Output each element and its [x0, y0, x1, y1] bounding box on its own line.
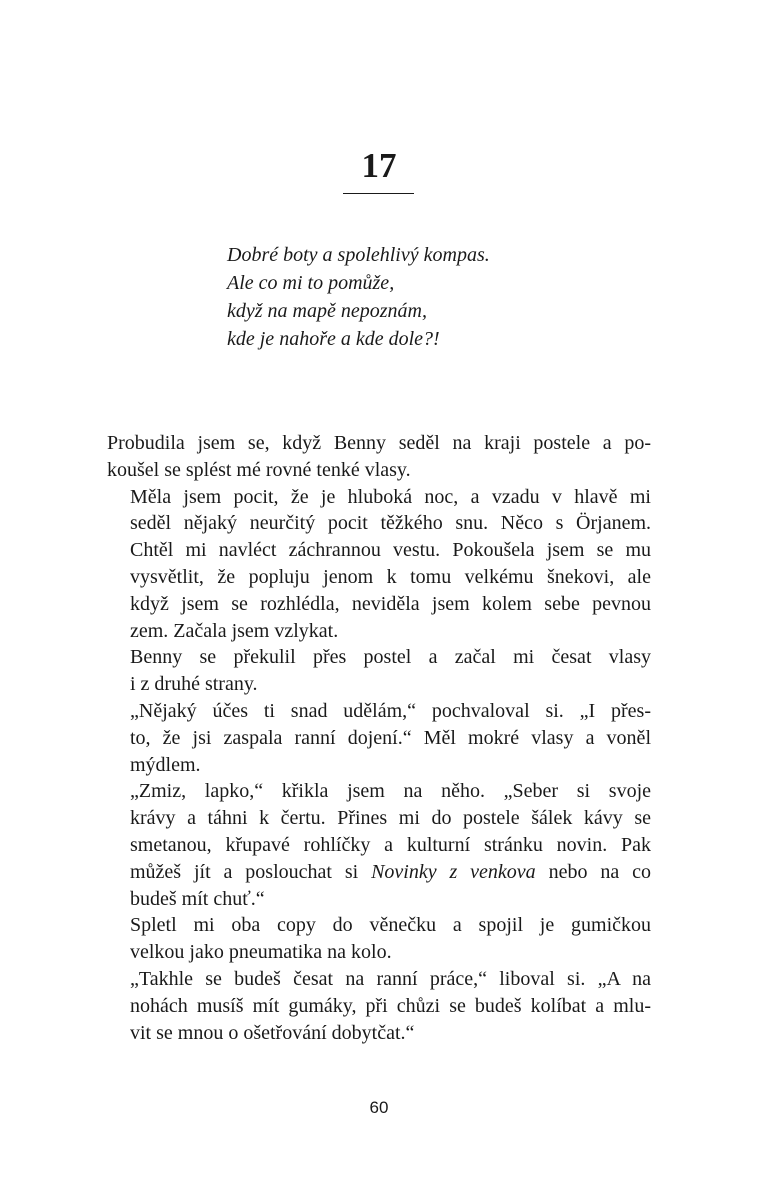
epigraph	[227, 241, 490, 353]
text-line: Chtěl mi navléct záchrannou vestu. Pokoušela jsem se mu	[130, 539, 651, 562]
chapter-number: 17	[361, 146, 397, 185]
text-line: zem. Začala jsem vzlykat.	[130, 619, 339, 642]
text-line: Probudila jsem se, když Benny seděl na kraji postele a po-	[107, 432, 651, 454]
radio-show-title: Novinky z venkova	[371, 860, 536, 883]
paragraph	[107, 644, 651, 698]
body-text	[107, 430, 651, 1046]
text-line: Benny se překulil přes postel a začal mi česat vlasy	[130, 646, 651, 669]
text-line: koušel se splést mé rovné tenké vlasy.	[107, 458, 411, 481]
text-line: mýdlem.	[130, 753, 201, 776]
text-line: Měla jsem pocit, že je hluboká noc, a vzadu v hlavě mi	[130, 485, 651, 508]
text-segment: můžeš jít a poslouchat si	[130, 860, 372, 883]
text-line: nohách musíš mít gumáky, při chůzi se budeš kolíbat a mlu-	[130, 994, 651, 1017]
text-line: budeš mít chuť.“	[130, 887, 265, 910]
paragraph	[107, 778, 651, 912]
text-line: Spletl mi oba copy do věnečku a spojil je gumičkou	[130, 914, 651, 937]
page-number: 60	[369, 1098, 389, 1117]
text-line: vit se mnou o ošetřování dobytčat.“	[130, 1021, 415, 1044]
epigraph-line: kde je nahoře a kde dole?!	[227, 328, 440, 350]
text-line: „Nějaký účes ti snad udělám,“ pochvaloval si. „I přes-	[130, 699, 651, 722]
epigraph-line: Dobré boty a spolehlivý kompas.	[227, 244, 490, 266]
epigraph-line: Ale co mi to pomůže,	[227, 272, 395, 294]
text-line: vysvětlit, že popluju jenom k tomu velkému šnekovi, ale	[130, 565, 651, 588]
text-line: velkou jako pneumatika na kolo.	[130, 941, 392, 964]
text-segment: nebo na co	[535, 860, 651, 883]
paragraph	[107, 484, 651, 645]
epigraph-line: když na mapě nepoznám,	[227, 300, 427, 322]
text-line	[107, 859, 651, 886]
text-line: krávy a táhni k čertu. Přines mi do postele šálek kávy se	[130, 807, 651, 830]
paragraph	[107, 430, 651, 484]
paragraph	[107, 698, 651, 778]
text-line: když jsem se rozhlédla, neviděla jsem kolem sebe pevnou	[130, 592, 651, 615]
text-line: „Takhle se budeš česat na ranní práce,“ liboval si. „A na	[130, 967, 651, 990]
text-line: smetanou, křupavé rohlíčky a kulturní stránku novin. Pak	[130, 833, 651, 856]
text-line: seděl nějaký neurčitý pocit těžkého snu. Něco s Örjanem.	[130, 512, 651, 535]
paragraph	[107, 912, 651, 966]
chapter-divider	[343, 193, 414, 194]
paragraph	[107, 966, 651, 1046]
text-line: „Zmiz, lapko,“ křikla jsem na něho. „Seber si svoje	[130, 780, 651, 803]
text-line: to, že jsi zaspala ranní dojení.“ Měl mokré vlasy a voněl	[130, 726, 651, 749]
text-line: i z druhé strany.	[130, 673, 258, 696]
